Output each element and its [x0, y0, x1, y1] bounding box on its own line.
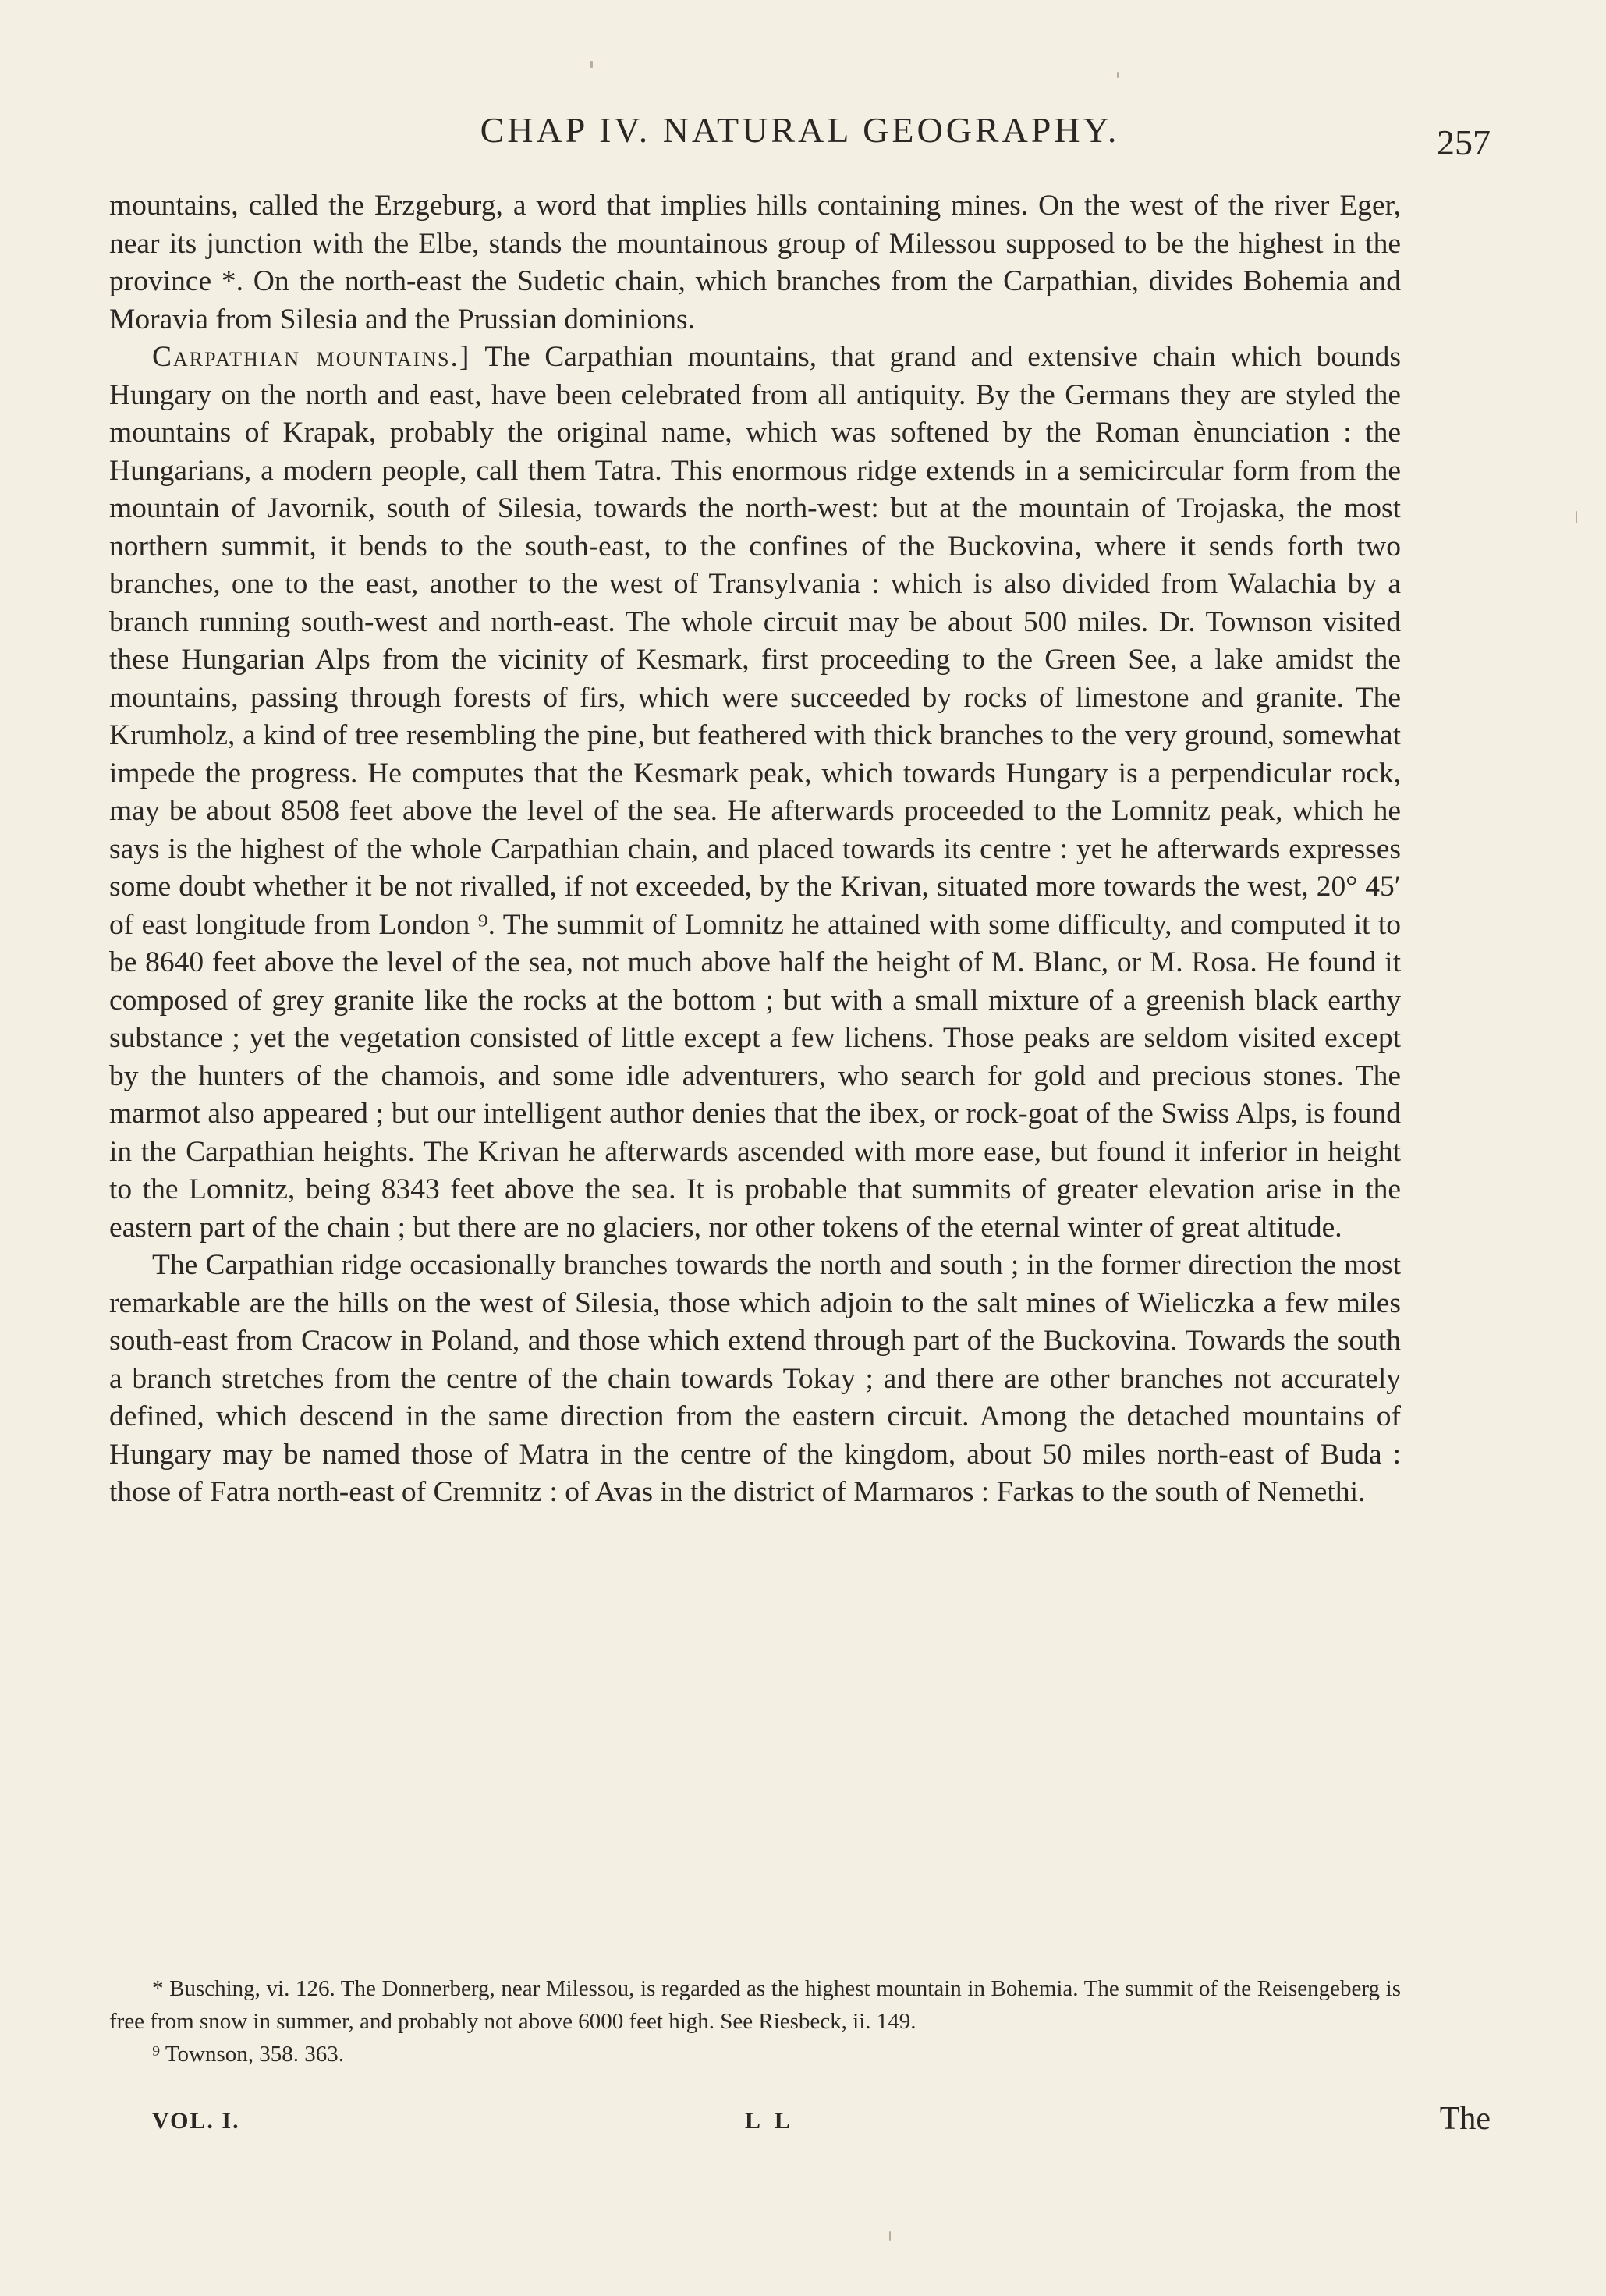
body-text	[109, 187, 1401, 1512]
page-footer	[152, 2101, 1491, 2153]
catchword: The	[1439, 2101, 1491, 2137]
footnote-busching: * Busching, vi. 126. The Donnerberg, near Milessou, is regarded as the highest mountain in Bohemia. The summit of the Reisengeberg is free from snow in summer, and probably not above 6000 feet high. See Riesbeck, ii. 149.	[109, 1976, 1401, 2034]
paragraph-branches: The Carpathian ridge occasionally branches towards the north and south ; in the former direction the most remarkable are the hills on the west of Silesia, those which adjoin to the salt mines of Wieliczka a few miles south-east from Cracow in Poland, and those which extend through part of the Buckovina. Towards the south a branch stretches from the centre of the chain towards Tokay ; and there are other branches not accurately defined, which descend in the same direction from the eastern circuit. Among the detached mountains of Hungary may be named those of Matra in the centre of the kingdom, about 50 miles north-east of Buda : those of Fatra north-east of Cremnitz : of Avas in the district of Marmaros : Farkas to the south of Nemethi.	[109, 1249, 1401, 1508]
running-head: CHAP IV. NATURAL GEOGRAPHY.	[480, 110, 1120, 150]
footnote-townson: ⁹ Townson, 358. 363.	[152, 2042, 345, 2067]
paper-speck	[889, 2231, 891, 2241]
signature-mark: L L	[745, 2108, 795, 2134]
page-number: 257	[1437, 122, 1491, 162]
sidehead-carpathian-mountains: Carpathian mountains.]	[152, 341, 471, 373]
paragraph-erzgeburg: mountains, called the Erzgeburg, a word that implies hills containing mines. On the west of the river Eger, near its junction with the Elbe, stands the mountainous group of Milessou supposed to be the highest in the province *. On the north-east the Sudetic chain, which branches from the Carpathian, divides Bohemia and Moravia from Silesia and the Prussian dominions.	[109, 190, 1401, 335]
paper-speck	[1576, 511, 1577, 523]
paragraph-carpathian	[109, 339, 1401, 1247]
paragraph-carpathian-text: The Carpathian mountains, that grand and extensive chain which bounds Hungary on the north and east, have been celebrated from all antiquity. By the Germans they are styled the mountains of Krapak, probably the original name, which was softened by the Roman ènunciation : the Hungarians, a modern people, call them Tatra. This enormous ridge extends in a semicircular form from the mountain of Javornik, south of Silesia, towards the north-west: but at the mountain of Trojaska, the most northern summit, it bends to the south-east, to the confines of the Buckovina, where it sends forth two branches, one to the east, another to the west of Transylvania : which is also divided from Walachia by a branch running south-west and north-east. The whole circuit may be about 500 miles. Dr. Townson visited these Hungarian Alps from the vicinity of Kesmark, first proceeding to the Green See, a lake amidst the mountains, passing through forests of firs, which were succeeded by rocks of limestone and granite. The Krumholz, a kind of tree resembling the pine, but feathered with thick branches to the very ground, somewhat impede the progress. He computes that the Kesmark peak, which towards Hungary is a perpendicular rock, may be about 8508 feet above the level of the sea. He afterwards proceeded to the Lomnitz peak, which he says is the highest of the whole Carpathian chain, and placed towards its centre : yet he afterwards expresses some doubt whether it be not rivalled, if not exceeded, by the Krivan, situated more towards the west, 20° 45′ of east longitude from London ⁹. The summit of Lomnitz he attained with some difficulty, and computed it to be 8640 feet above the level of the sea, not much above half the height of M. Blanc, or M. Rosa. He found it composed of grey granite like the rocks at the bottom ; but with a small mixture of a greenish black earthy substance ; yet the vegetation consisted of little except a few lichens. Those peaks are seldom visited except by the hunters of the chamois, and some idle adventurers, who search for gold and precious stones. The marmot also appeared ; but our intelligent author denies that the ibex, or rock-goat of the Swiss Alps, is found in the Carpathian heights. The Krivan he afterwards ascended with more ease, but found it inferior in height to the Lomnitz, being 8343 feet above the sea. It is probable that summits of greater elevation arise in the eastern part of the chain ; but there are no glaciers, nor other tokens of the eternal winter of great altitude.	[109, 341, 1402, 1244]
footnotes	[109, 1972, 1401, 2071]
paper-speck	[590, 61, 593, 68]
page-header	[109, 109, 1491, 164]
signature-volume: VOL. I.	[152, 2108, 240, 2134]
paper-speck	[1117, 72, 1119, 78]
